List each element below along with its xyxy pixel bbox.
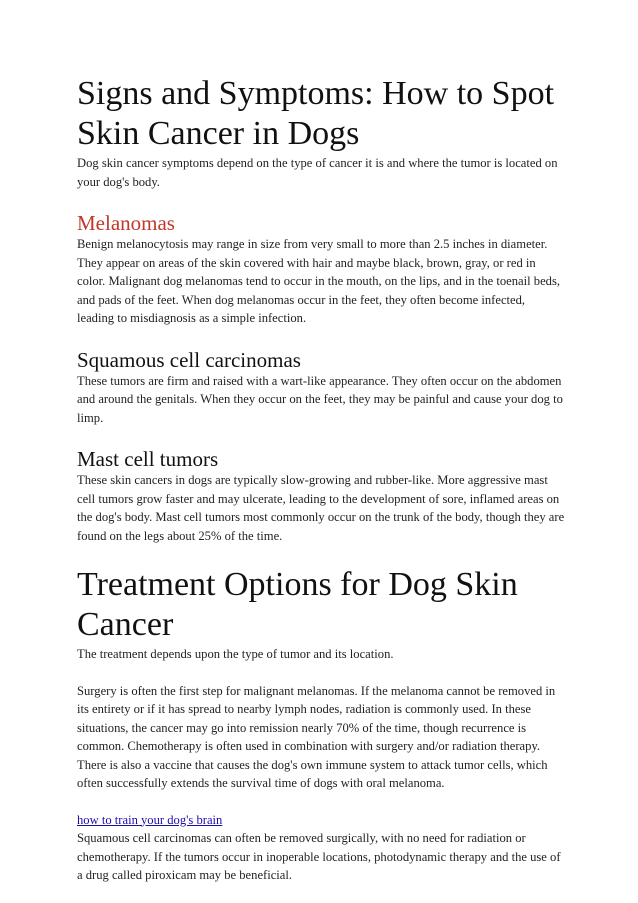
heading-squamous: Squamous cell carcinomas [77,347,301,372]
title-signs-symptoms: Signs and Symptoms: How to Spot Skin Cancer in Dogs [77,75,555,152]
document-page [77,74,565,885]
treatment-intro-paragraph: The treatment depends upon the type of tumor and its location. [77,647,394,661]
train-dog-brain-link[interactable]: how to train your dog's brain [77,812,223,827]
intro-paragraph: Dog skin cancer symptoms depend on the type of cancer it is and where the tumor is located on your dog's body. [77,156,558,189]
surgery-paragraph: Surgery is often the first step for malignant melanomas. If the melanoma cannot be removed in its entirety or if it has spread to nearby lymph nodes, radiation is commonly used. In these situations, the cancer may go into remission nearly 70% of the time, though recurrence is common. Chemotherapy is often used in combination with surgery and/or radiation therapy. There is also a vaccine that causes the dog's own immune system to attack tumor cells, which often successfully extends the survival time of dogs with oral melanoma. [77,683,556,790]
heading-mast-cell: Mast cell tumors [77,447,219,471]
squamous-treatment-paragraph: Squamous cell carcinomas can often be removed surgically, with no need for radiation or chemotherapy. If the tumors occur in inoperable locations, photodynamic therapy and the use of a drug called piroxicam may be beneficial. [77,831,561,882]
heading-melanomas: Melanomas [77,211,175,235]
squamous-paragraph: These tumors are firm and raised with a wart-like appearance. They often occur on the abdomen and around the genitals. When they occur on the feet, they may be painful and cause your dog to limp. [77,373,563,425]
mast-cell-paragraph: These skin cancers in dogs are typically slow-growing and rubber-like. More aggressive mast cell tumors grow faster and may ulcerate, leading to the development of sore, inflamed areas on the dog's body. Mast cell tumors most commonly occur on the trunk of the body, though they are found on the legs about 25% of the time. [77,473,565,543]
melanomas-paragraph: Benign melanocytosis may range in size from very small to more than 2.5 inches in diameter. They appear on areas of the skin covered with hair and maybe black, brown, gray, or red in color. Malignant dog melanomas tend to occur in the mouth, on the lips, and in the toenail beds, and pads of the feet. When dog melanomas occur in the feet, they often become infected, leading to misdiagnosis as a simple infection. [77,237,561,325]
title-treatment-options: Treatment Options for Dog Skin Cancer [77,566,518,643]
